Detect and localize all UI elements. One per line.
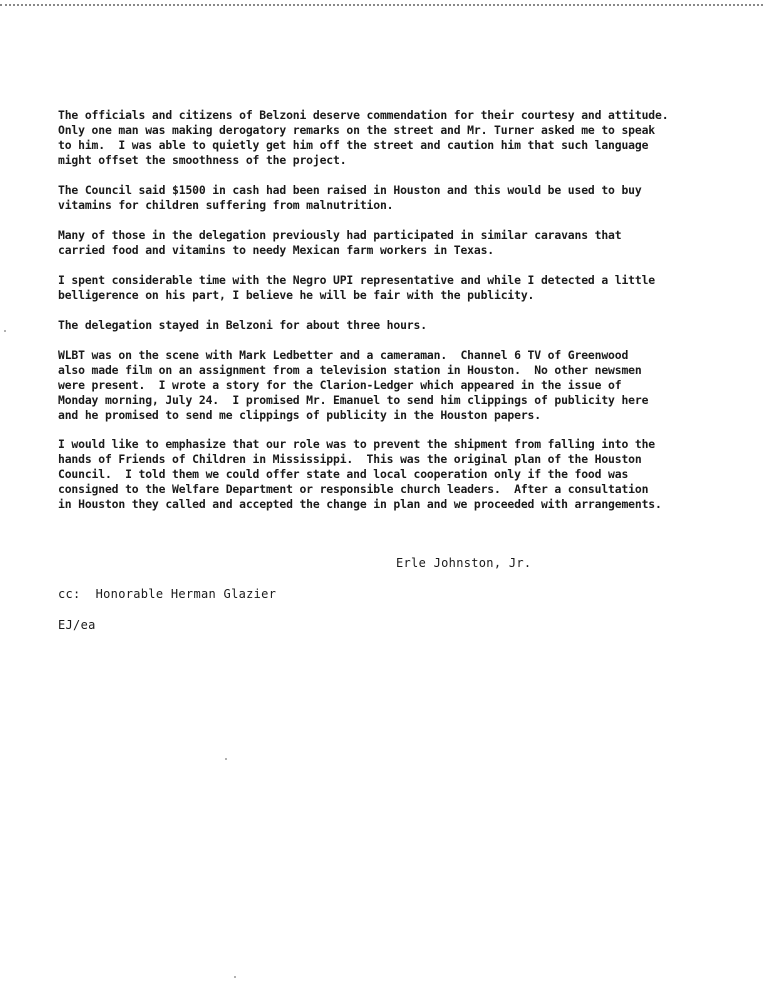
paragraph-belzoni-commendation: The officials and citizens of Belzoni deserve commendation for their courtesy and attitude. Only one man was making derogatory remarks on the street and Mr. Turner asked me to speak to him. I was able to quietly get him off the street and caution him that such language might offset the smoothness of the project. <box>58 108 669 167</box>
scan-speck <box>234 976 236 978</box>
scan-speck <box>225 758 227 760</box>
paragraph-role-emphasis: I would like to emphasize that our role was to prevent the shipment from falling into the hands of Friends of Children in Mississippi. This was the original plan of the Houston Council. I told them we could offer state and local cooperation only if the food was consigned to the Welfare Department or responsible church leaders. After a consultation in Houston they called and accepted the change in plan and we proceeded with arrangements. <box>58 437 662 511</box>
signature-name: Erle Johnston, Jr. <box>396 556 532 570</box>
typist-initials: EJ/ea <box>58 618 96 632</box>
cc-line: cc: Honorable Herman Glazier <box>58 587 277 601</box>
paragraph-press-coverage: WLBT was on the scene with Mark Ledbetter and a cameraman. Channel 6 TV of Greenwood also made film on an assignment from a television station in Houston. No other newsmen were present. I wrote a story for the Clarion-Ledger which appeared in the issue of Monday morning, July 24. I promised Mr. Emanuel to send him clippings of publicity here and he promised to send me clippings of publicity in the Houston papers. <box>58 348 649 422</box>
paragraph-delegation-caravans: Many of those in the delegation previously had participated in similar caravans that carried food and vitamins to needy Mexican farm workers in Texas. <box>58 228 622 257</box>
paragraph-upi-representative: I spent considerable time with the Negro UPI representative and while I detected a little belligerence on his part, I believe he will be fair with the publicity. <box>58 273 655 302</box>
paragraph-council-cash: The Council said $1500 in cash had been raised in Houston and this would be used to buy vitamins for children suffering from malnutrition. <box>58 183 642 212</box>
paragraph-delegation-stay: The delegation stayed in Belzoni for about three hours. <box>58 318 427 332</box>
page-top-edge <box>0 0 763 6</box>
scan-speck <box>4 330 6 332</box>
